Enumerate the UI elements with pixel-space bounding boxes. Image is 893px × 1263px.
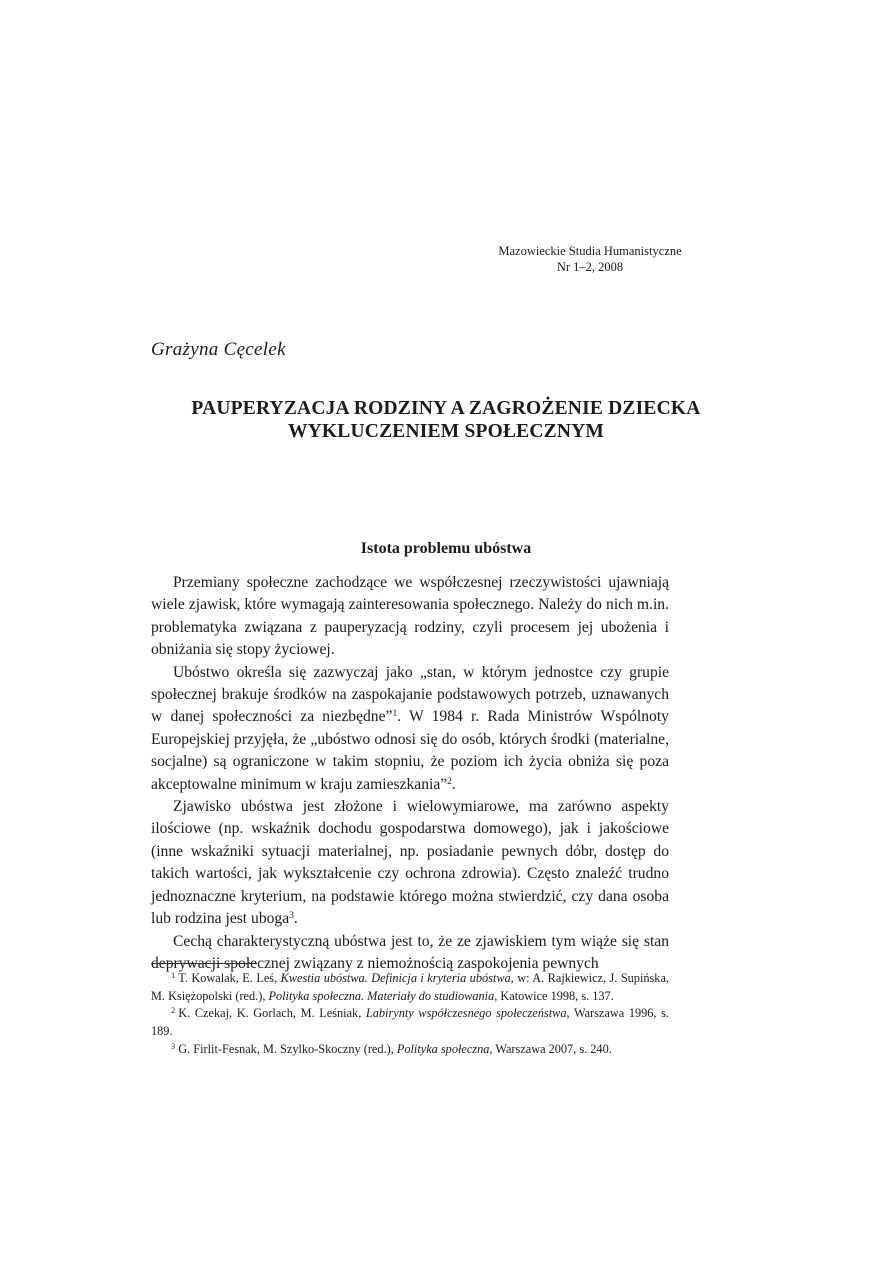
footnote-1-authors: T. Kowalak, E. Leś,: [178, 971, 281, 985]
footnote-3-publication: , Warszawa 2007, s. 240.: [489, 1041, 612, 1056]
footnote-1: [151, 970, 669, 1005]
footnotes: [151, 970, 669, 1059]
paragraph-2-text-c: .: [451, 775, 456, 793]
footnote-1-publication: , Katowice 1998, s. 137.: [494, 988, 614, 1003]
footnote-3-work-title: Polityka społeczna: [396, 1041, 490, 1056]
paragraph-3-text-a: Zjawisko ubóstwa jest złożone i wielowymiarowe, ma zarówno aspekty ilościowe (np. wskaźnik dochodu gospodarstwa domowego), jak i jakościowe (inne wskaźniki sytuacji materialnej, np. posiadanie pewnych dóbr, dostęp do takich wartości, jak wykształcenie czy ochrona zdrowia). Często znaleźć trudno jednoznaczne kryterium, na podstawie którego można stwierdzić, czy dana osoba lub rodzina jest uboga: [151, 798, 669, 928]
footnote-1-work-title: Kwestia ubóstwa. Definicja i kryteria ubóstwa: [280, 971, 511, 985]
footnote-2-work-title: Labirynty współczesnego społeczeństwa: [365, 1006, 567, 1021]
footnote-2-number: 2: [171, 1005, 176, 1016]
journal-issue: Nr 1–2, 2008: [556, 260, 624, 274]
article-body: [151, 572, 669, 975]
paragraph-1: Przemiany społeczne zachodzące we współczesnej rzeczywistości ujawniają wiele zjawisk, które wymagają zainteresowania społecznego. Należy do nich m.in. problematyka związana z pauperyzacją rodziny, czyli procesem jej ubożenia i obniżania się stopy życiowej.: [151, 574, 669, 659]
footnote-1-number: 1: [171, 970, 176, 980]
footnote-ref-3: 3: [289, 911, 294, 922]
footnote-3: [151, 1041, 669, 1059]
footnote-2: [151, 1005, 669, 1040]
footnote-2-authors: K. Czekaj, K. Gorlach, M. Leśniak,: [178, 1006, 366, 1021]
footnote-divider: [151, 963, 257, 964]
paragraph-3-text-b: .: [293, 910, 298, 928]
footnote-3-number: 3: [171, 1040, 176, 1051]
footnote-3-authors: G. Firlit-Fesnak, M. Szylko-Skoczny (red.),: [178, 1041, 397, 1056]
journal-header: [440, 243, 740, 275]
footnote-ref-1: 1: [392, 709, 398, 720]
section-heading: Istota problemu ubóstwa: [360, 540, 532, 557]
paragraph-3: [151, 796, 669, 930]
paragraph-2: [151, 662, 669, 796]
paragraph-2-text-b: . W 1984 r. Rada Ministrów Wspólnoty Europejskiej przyjęła, że „ubóstwo odnosi się do osób, których środki (materialne, socjalne) są ograniczone w takim stopniu, że poziom ich życia obniża się poza akceptowalne minimum w kraju zamieszkania”: [151, 708, 669, 793]
author-name: Grażyna Cęcelek: [151, 339, 286, 360]
journal-name: Mazowieckie Studia Humanistyczne: [498, 244, 682, 258]
paragraph-4: Cechą charakterystyczną ubóstwa jest to, że ze zjawiskiem tym wiąże się stan deprywacji społecznej związany z niemożnością zaspokojenia pewnych: [151, 932, 669, 972]
paragraph-2-text-a: Ubóstwo określa się zazwyczaj jako „stan, w którym jednostce czy grupie społecznej brakuje środków na zaspokajanie podstawowych potrzeb, uznawanych w danej społeczności za niezbędne”: [151, 663, 669, 726]
article-title: [151, 397, 741, 443]
footnote-1-editors: , w: A. Rajkiewicz, J. Supińska, M. Księżopolski (red.),: [151, 971, 669, 1003]
footnote-ref-2: 2: [447, 776, 452, 787]
article-title-line-2: WYKLUCZENIEM SPOŁECZNYM: [287, 421, 605, 442]
footnote-1-book-title: Polityka społeczna. Materiały do studiowania: [268, 988, 495, 1003]
footnote-2-publication: , Warszawa 1996, s. 189.: [151, 1006, 670, 1039]
article-title-line-1: PAUPERYZACJA RODZINY A ZAGROŻENIE DZIECKA: [191, 398, 701, 419]
